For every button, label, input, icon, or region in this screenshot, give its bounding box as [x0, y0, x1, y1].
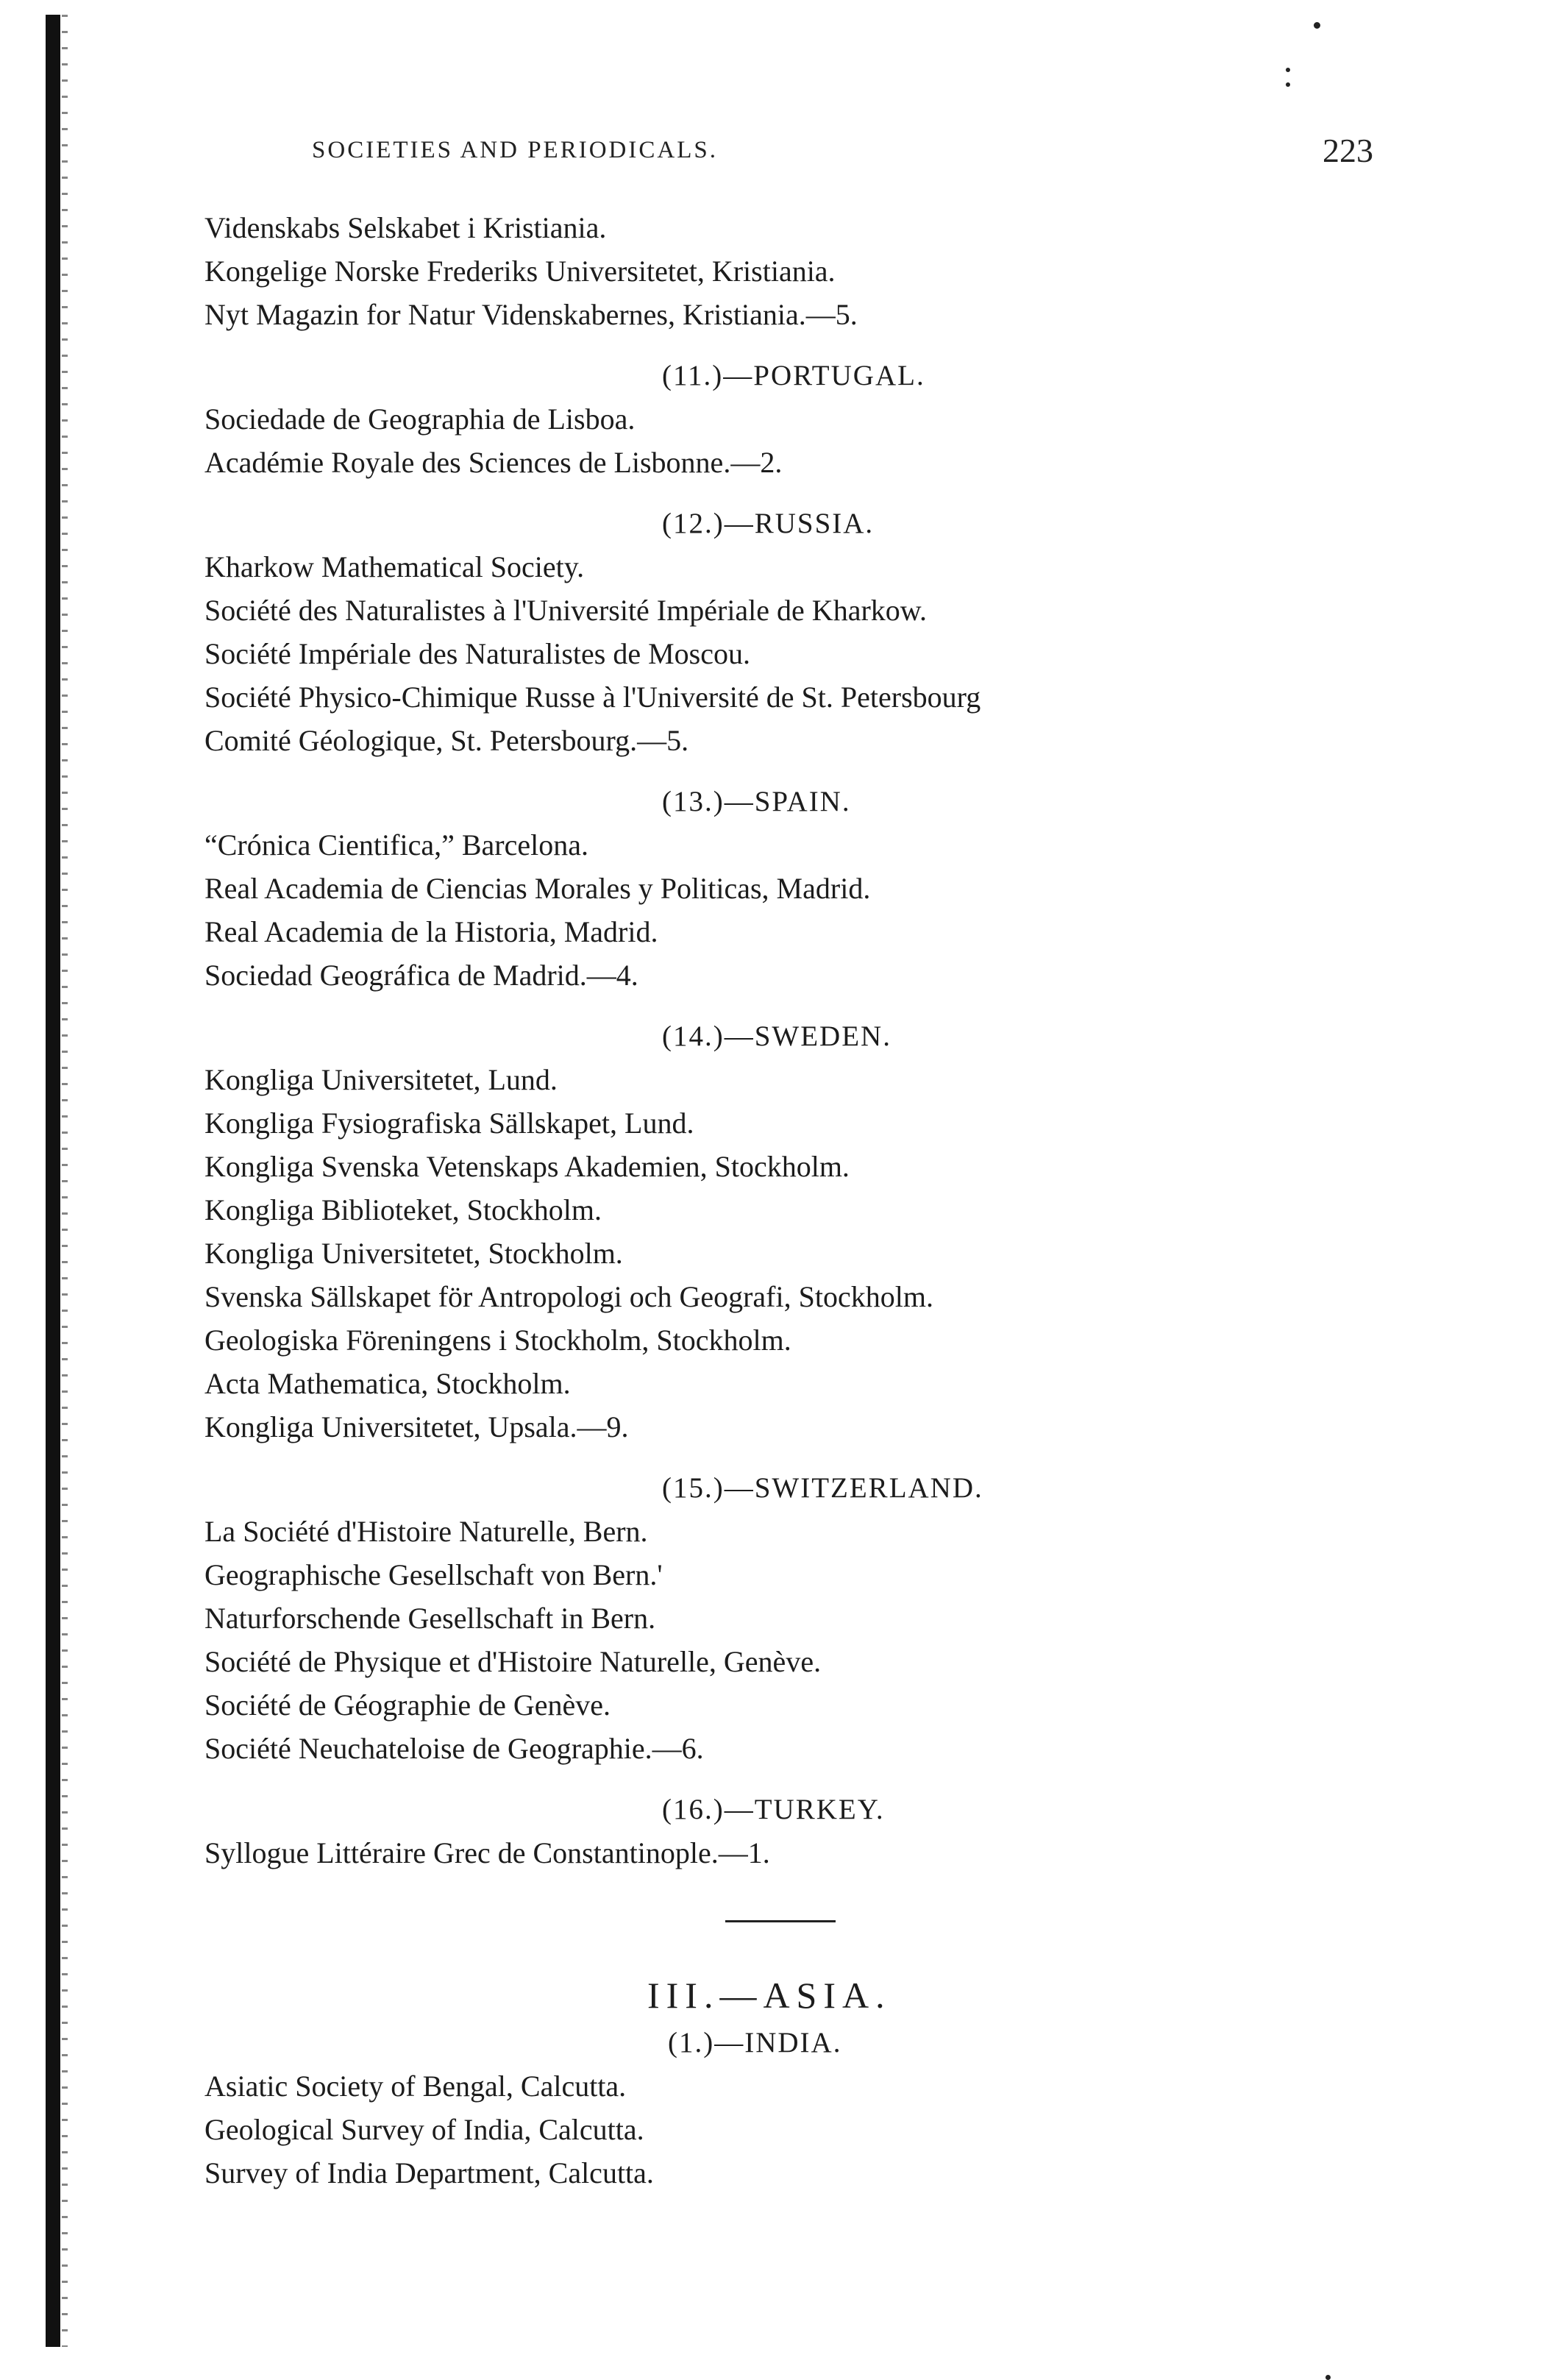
section-spain [204, 780, 1499, 997]
list-item: Real Academia de la Historia, Madrid. [204, 915, 658, 948]
print-speck [1314, 22, 1320, 29]
list-item: Naturforschende Gesellschaft in Bern. [204, 1602, 656, 1635]
section-heading: (16.)—TURKEY. [662, 1794, 885, 1825]
list-item: Société Impériale des Naturalistes de Moscou. [204, 637, 750, 670]
section-heading: (11.)—PORTUGAL. [662, 360, 925, 391]
list-item: Acta Mathematica, Stockholm. [204, 1367, 571, 1400]
list-item: Kongliga Fysiografiska Sällskapet, Lund. [204, 1106, 694, 1140]
print-speck [1286, 82, 1290, 87]
list-item: Sociedade de Geographia de Lisboa. [204, 402, 636, 436]
list-item: Société Physico-Chimique Russe à l'Université de St. Petersbourg [204, 681, 981, 714]
section-portugal [204, 354, 1499, 484]
section-heading: (12.)—RUSSIA. [662, 508, 875, 539]
section-divider [725, 1920, 836, 1922]
list-item: Asiatic Society of Bengal, Calcutta. [204, 2070, 627, 2103]
list-item: Svenska Sällskapet för Antropologi och Geografi, Stockholm. [204, 1280, 933, 1313]
print-speck [1325, 2375, 1331, 2380]
list-item: Videnskabs Selskabet i Kristiania. [204, 211, 607, 244]
section-russia [204, 502, 1499, 762]
list-item: Kongliga Universitetet, Stockholm. [204, 1237, 623, 1270]
list-item: Kongliga Universitetet, Upsala.—9. [204, 1410, 629, 1443]
page-number: 223 [1323, 132, 1373, 169]
list-item: Nyt Magazin for Natur Videnskabernes, Kristiania.—5. [204, 298, 858, 331]
list-item: La Société d'Histoire Naturelle, Bern. [204, 1515, 648, 1548]
list-item: Comité Géologique, St. Petersbourg.—5. [204, 724, 689, 757]
list-item: Syllogue Littéraire Grec de Constantinople.—1. [204, 1836, 770, 1869]
list-item: Sociedad Geográfica de Madrid.—4. [204, 959, 638, 992]
list-item: Geologiska Föreningens i Stockholm, Stockholm. [204, 1324, 791, 1357]
list-item: Kongelige Norske Frederiks Universitetet, Kristiania. [204, 255, 836, 288]
list-item: Geological Survey of India, Calcutta. [204, 2113, 644, 2146]
section-heading: (13.)—SPAIN. [662, 786, 851, 817]
list-item: Kongliga Svenska Vetenskaps Akademien, Stockholm. [204, 1150, 850, 1183]
list-item: Kongliga Universitetet, Lund. [204, 1063, 558, 1096]
continued-list [204, 206, 1499, 336]
running-head: SOCIETIES AND PERIODICALS. [312, 137, 718, 163]
section-heading: (1.)—INDIA. [668, 2027, 842, 2058]
list-item: “Crónica Cientifica,” Barcelona. [204, 828, 588, 862]
section-sweden [204, 1015, 1499, 1449]
list-item: Société des Naturalistes à l'Université Impériale de Kharkow. [204, 594, 928, 627]
section-heading: (14.)—SWEDEN. [662, 1020, 891, 1052]
page-body [204, 206, 1499, 2195]
list-item: Geographische Gesellschaft von Bern.' [204, 1558, 663, 1591]
list-item: Société Neuchateloise de Geographie.—6. [204, 1732, 704, 1765]
book-spine-shadow [46, 15, 60, 2347]
section-switzerland [204, 1466, 1499, 1770]
list-item: Real Academia de Ciencias Morales y Politicas, Madrid. [204, 872, 871, 905]
part-asia [204, 1969, 1499, 2195]
spine-edge-marks [62, 15, 68, 2347]
list-item: Survey of India Department, Calcutta. [204, 2156, 654, 2189]
list-item: Société de Géographie de Genève. [204, 1688, 611, 1722]
section-turkey [204, 1788, 1499, 1875]
list-item: Académie Royale des Sciences de Lisbonne.—2. [204, 446, 783, 479]
list-item: Société de Physique et d'Histoire Naturelle, Genève. [204, 1645, 822, 1678]
print-speck [1286, 68, 1290, 72]
part-heading: III.—ASIA. [647, 1975, 891, 2016]
section-heading: (15.)—SWITZERLAND. [662, 1472, 983, 1504]
list-item: Kongliga Biblioteket, Stockholm. [204, 1193, 602, 1226]
list-item: Kharkow Mathematical Society. [204, 550, 585, 583]
